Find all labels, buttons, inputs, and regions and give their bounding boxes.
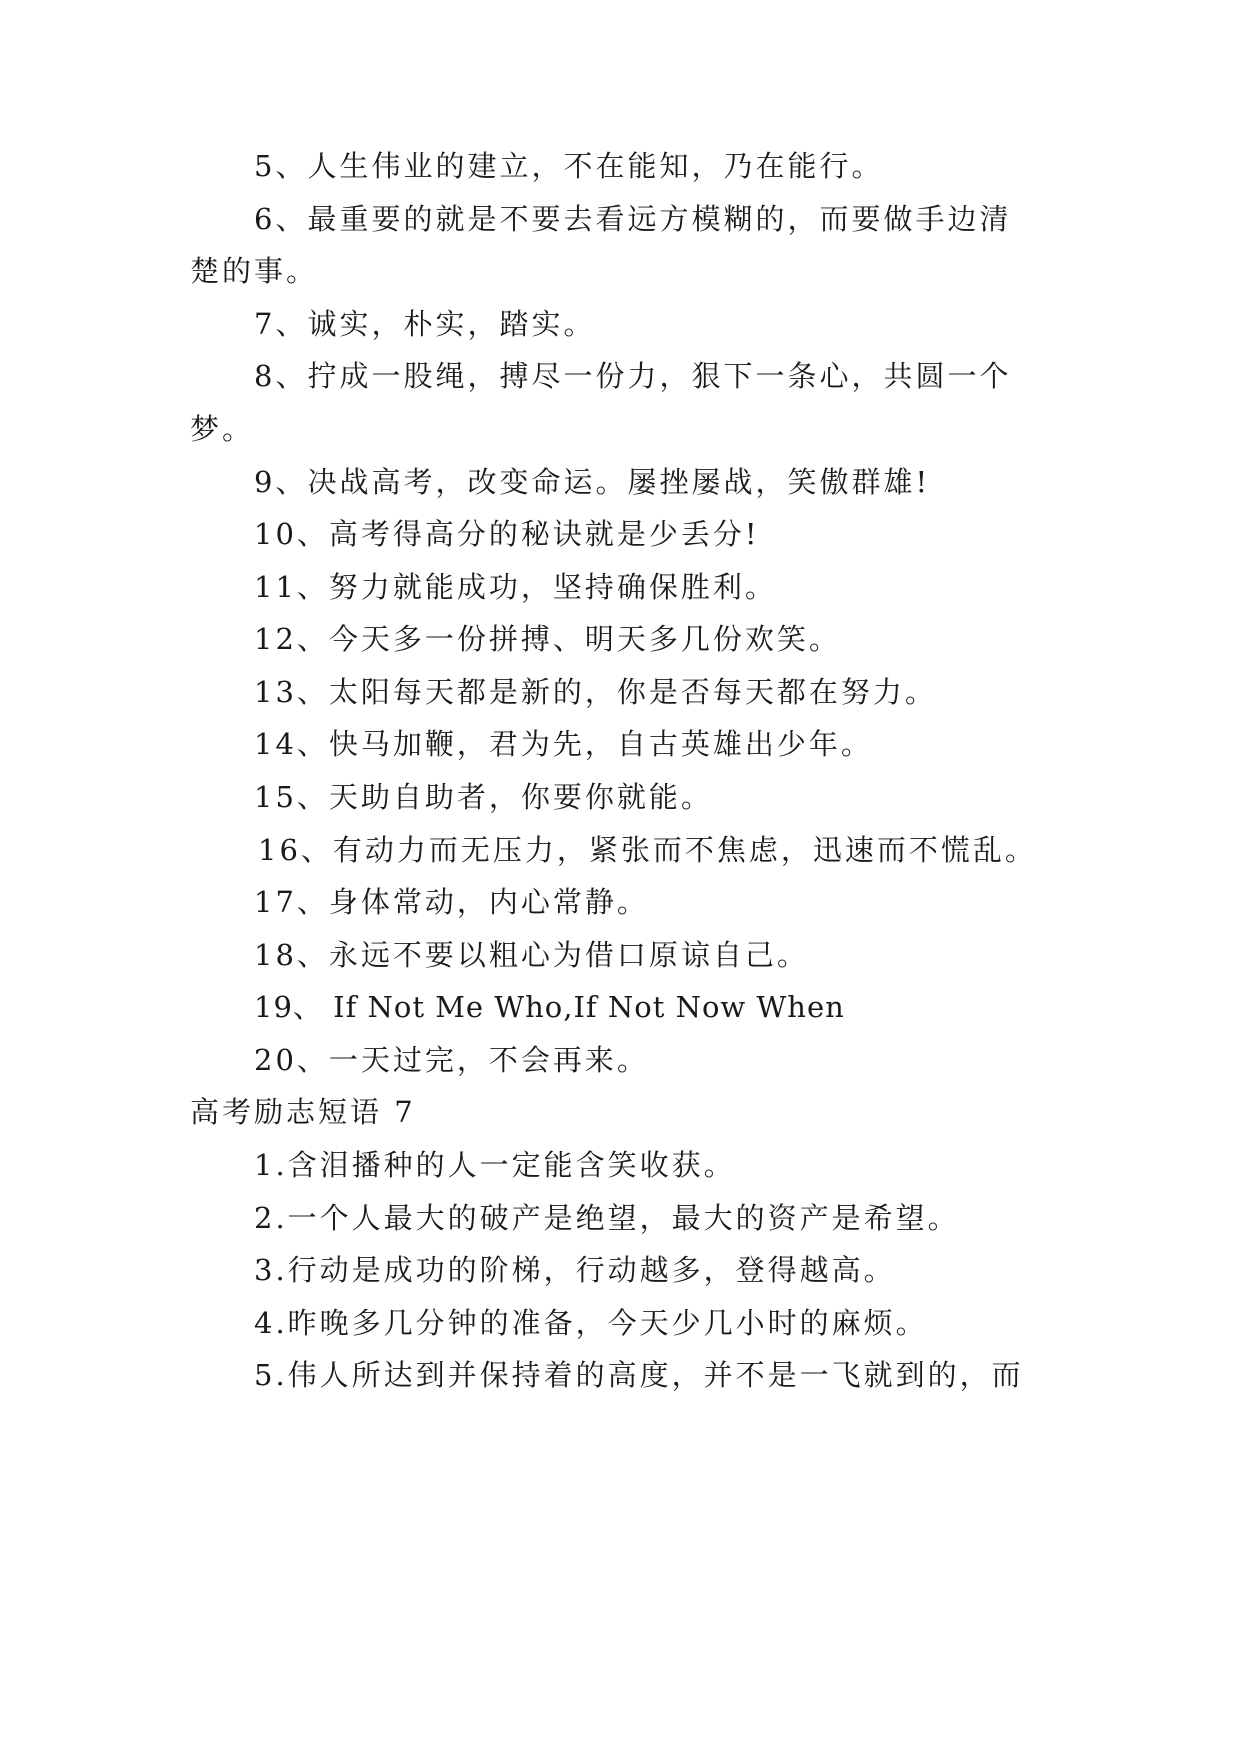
text-line: 梦。 (190, 412, 255, 446)
text-line: 13、太阳每天都是新的，你是否每天都在努力。 (254, 675, 937, 709)
text-line: 19、 If Not Me Who,If Not Now When (254, 990, 845, 1024)
text-line: 9、决战高考，改变命运。屡挫屡战，笑傲群雄! (254, 465, 931, 499)
text-line: 18、永远不要以粗心为借口原谅自己。 (254, 938, 809, 972)
text-line: 3.行动是成功的阶梯，行动越多，登得越高。 (254, 1253, 896, 1287)
section-heading: 高考励志短语 7 (190, 1095, 416, 1129)
text-line: 楚的事。 (190, 254, 319, 288)
text-line: 2.一个人最大的破产是绝望，最大的资产是希望。 (254, 1201, 960, 1235)
text-line: 15、天助自助者，你要你就能。 (254, 780, 713, 814)
text-line: 16、有动力而无压力，紧张而不焦虑，迅速而不慌乱。 (258, 833, 1037, 867)
text-line: 10、高考得高分的秘诀就是少丢分! (254, 517, 760, 551)
text-line: 8、拧成一股绳，搏尽一份力，狠下一条心，共圆一个 (254, 359, 1012, 393)
text-line: 12、今天多一份拼搏、明天多几份欢笑。 (254, 622, 841, 656)
text-line: 4.昨晚多几分钟的准备，今天少几小时的麻烦。 (254, 1306, 928, 1340)
text-line: 7、诚实，朴实，踏实。 (254, 307, 596, 341)
text-line: 6、最重要的就是不要去看远方模糊的，而要做手边清 (254, 202, 1012, 236)
text-line: 17、身体常动，内心常静。 (254, 885, 649, 919)
text-line: 1.含泪播种的人一定能含笑收获。 (254, 1148, 736, 1182)
text-line: 5、人生伟业的建立，不在能知，乃在能行。 (254, 149, 884, 183)
text-line: 11、努力就能成功，坚持确保胜利。 (254, 570, 777, 604)
text-line: 20、一天过完，不会再来。 (254, 1043, 649, 1077)
text-line: 5.伟人所达到并保持着的高度，并不是一飞就到的，而 (254, 1358, 1024, 1392)
text-line: 14、快马加鞭，君为先，自古英雄出少年。 (254, 727, 873, 761)
